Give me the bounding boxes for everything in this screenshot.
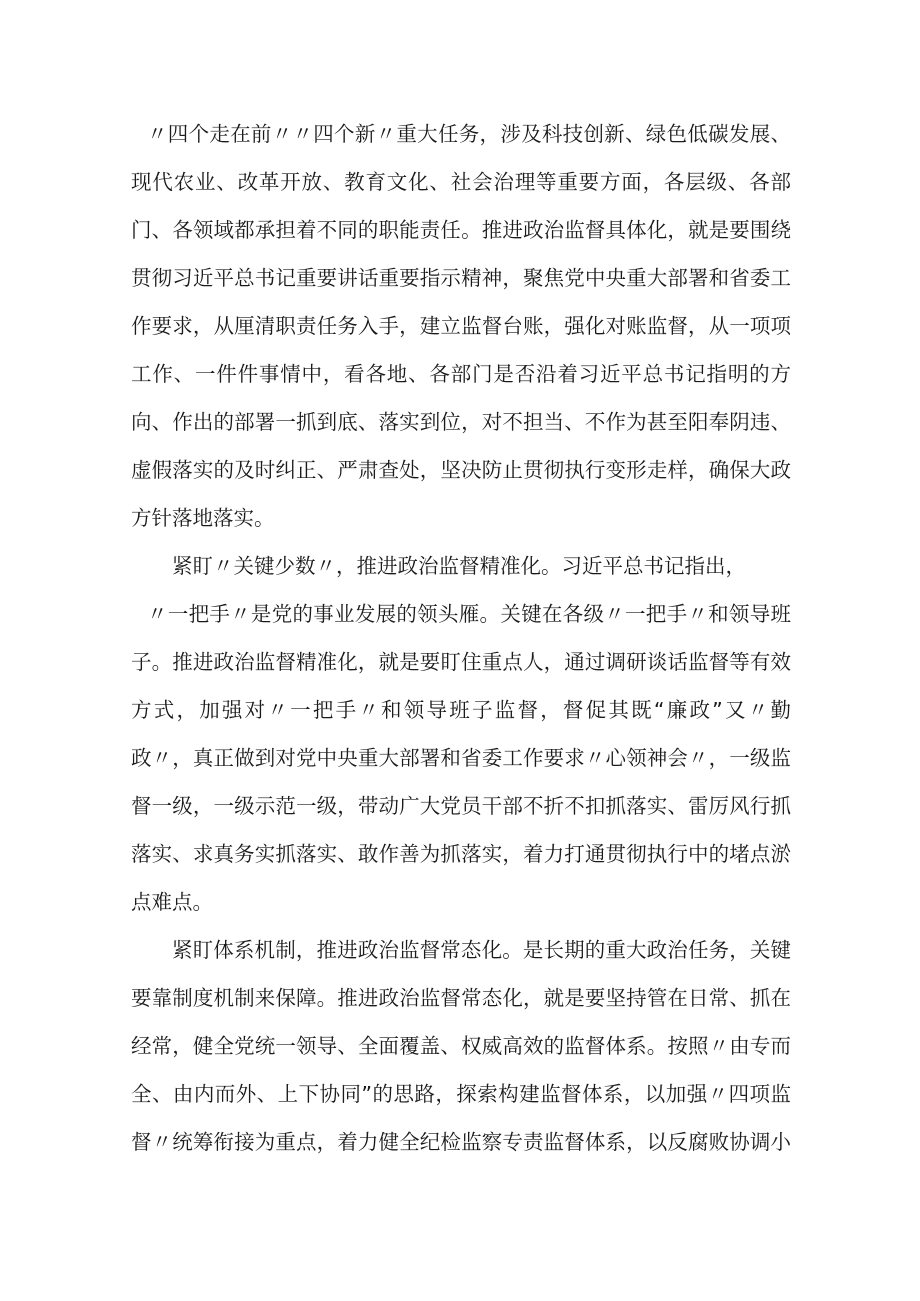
text-line: 现代农业、改革开放、教育文化、社会治理等重要方面，各层级、各部: [131, 170, 791, 194]
text-line: 贯彻习近平总书记重要讲话重要指示精神，聚焦党中央重大部署和省委工: [131, 266, 791, 290]
paragraph-first-line: 紧盯〃关键少数〃，推进政治监督精准化。习近平总书记指出，: [172, 554, 746, 578]
text-line: 门、各领域都承担着不同的职能责任。推进政治监督具体化，就是要围绕: [131, 218, 791, 242]
text-line: 向、作出的部署一抓到底、落实到位，对不担当、不作为甚至阳奉阴违、: [131, 410, 791, 434]
text-line: 子。推进政治监督精准化，就是要盯住重点人，通过调研谈话监督等有效: [131, 650, 791, 674]
text-line: 经常，健全党统一领导、全面覆盖、权威高效的监督体系。按照〃由专而: [131, 1034, 791, 1058]
text-line: 要靠制度机制来保障。推进政治监督常态化，就是要坚持管在日常、抓在: [131, 986, 791, 1010]
text-line: 虚假落实的及时纠正、严肃查处，坚决防止贯彻执行变形走样，确保大政: [131, 458, 791, 482]
text-line: 全、由内而外、上下协同”的思路，探索构建监督体系，以加强〃四项监: [131, 1082, 791, 1106]
text-line: 方针落地落实。: [131, 506, 275, 530]
text-line: 作要求，从厘清职责任务入手，建立监督台账，强化对账监督，从一项项: [131, 314, 791, 338]
text-line: 〃一把手〃是党的事业发展的领头雁。关键在各级〃一把手〃和领导班: [147, 602, 791, 626]
text-line: 督一级，一级示范一级，带动广大党员干部不折不扣抓落实、雷厉风行抓: [131, 794, 791, 818]
text-line: 点难点。: [131, 890, 213, 914]
text-line: 方式，加强对〃一把手〃和领导班子监督，督促其既“廉政”又〃勤: [131, 698, 791, 722]
text-line: 〃四个走在前〃〃四个新〃重大任务，涉及科技创新、绿色低碳发展、: [147, 122, 791, 146]
text-line: 落实、求真务实抓落实、敢作善为抓落实，着力打通贯彻执行中的堵点淤: [131, 842, 791, 866]
paragraph-first-line: 紧盯体系机制，推进政治监督常态化。是长期的重大政治任务，关键: [172, 938, 791, 962]
text-line: 工作、一件件事情中，看各地、各部门是否沿着习近平总书记指明的方: [131, 362, 791, 386]
text-line: 督〃统筹衔接为重点，着力健全纪检监察专责监督体系，以反腐败协调小: [131, 1130, 791, 1154]
text-line: 政〃，真正做到对党中央重大部署和省委工作要求〃心领神会〃，一级监: [131, 746, 791, 770]
